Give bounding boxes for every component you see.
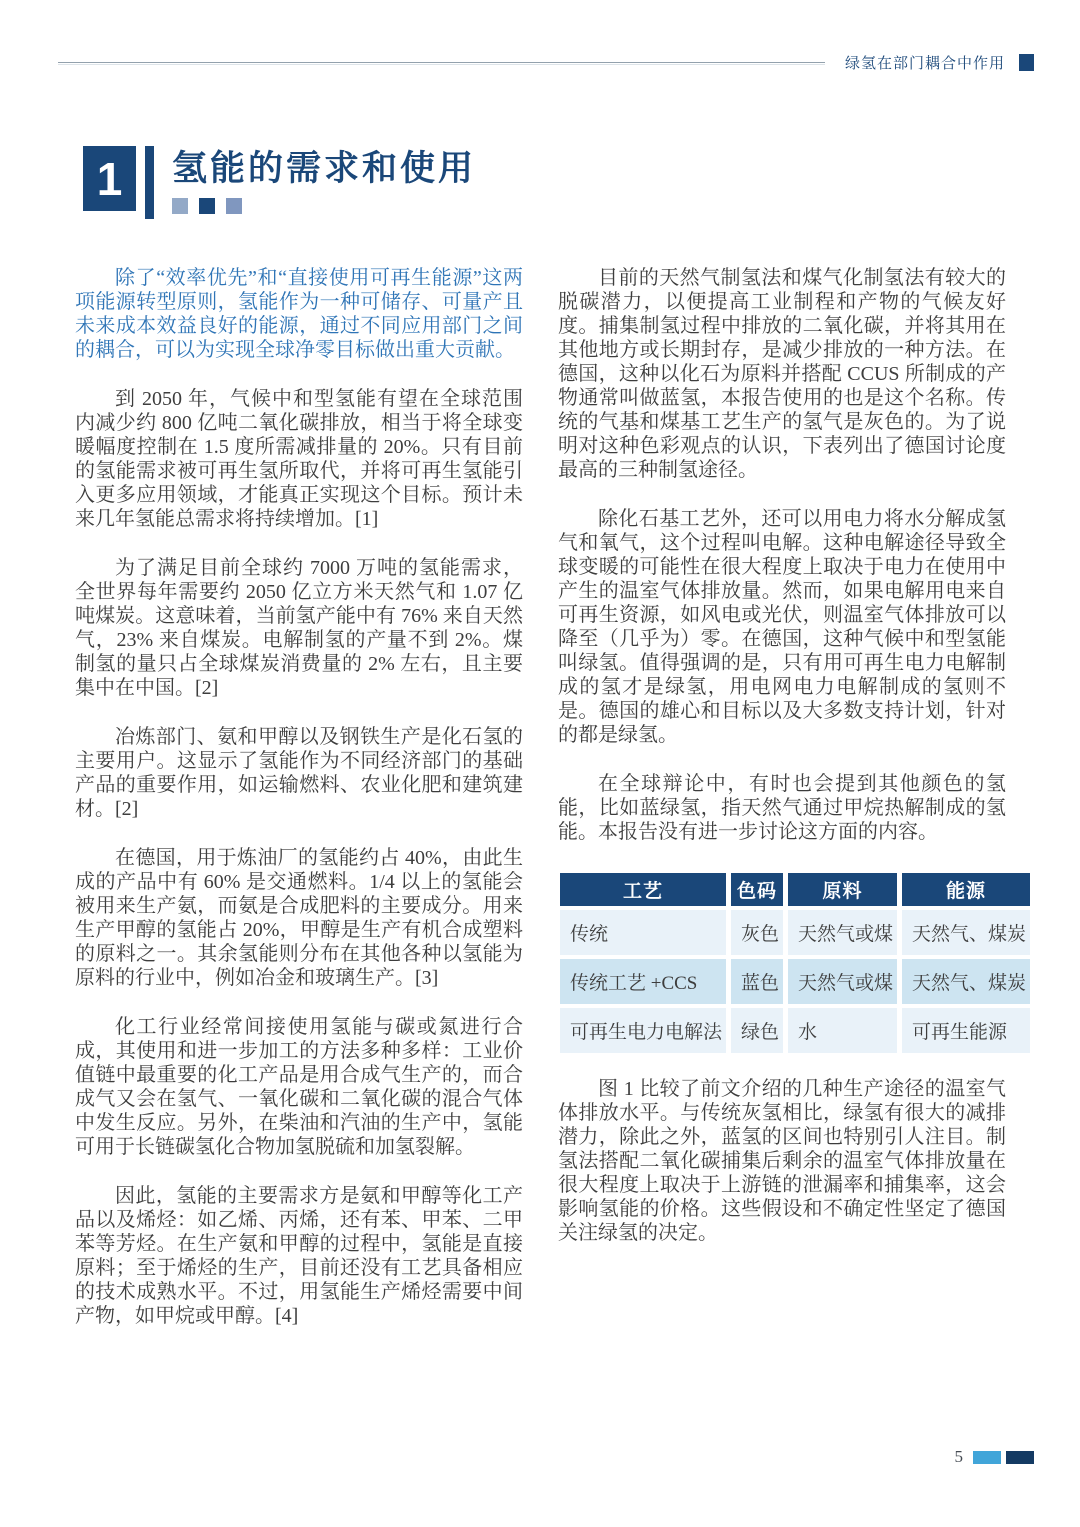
table-row [560, 910, 1030, 955]
table-cell: 天然气或煤 [788, 910, 897, 955]
paragraph: 化工行业经常间接使用氢能与碳或氮进行合成，其使用和进一步加工的方法多种多样：工业价值链中最重要的化工产品是用合成气生产的，而合成气又会在氢气、一氧化碳和二氧化碳的混合气体中发生反应。另外，在柴油和汽油的生产中，氢能可用于长链碳氢化合物加氢脱硫和加氢裂解。 [75, 1016, 523, 1158]
deco-square-icon [172, 198, 188, 214]
table-cell: 天然气或煤 [788, 959, 897, 1004]
table-row [560, 1008, 1030, 1053]
hydrogen-pathways-table [555, 869, 1035, 1057]
section-number-box: 1 [83, 146, 136, 211]
header-square-icon [1019, 54, 1034, 71]
paragraph: 到 2050 年，气候中和型氢能有望在全球范围内减少约 800 亿吨二氧化碳排放，相当于将全球变暖幅度控制在 1.5 度所需减排量的 20%。只有目前的氢能需求被可再生氢所取代，并将可再生氢能引入更多应用领域，才能真正实现这个目标。预计未来几年氢能总需求将持续增加。[1] [75, 388, 523, 530]
paragraph-lead: 除了“效率优先”和“直接使用可再生能源”这两项能源转型原则，氢能作为一种可储存、可量产且未来成本效益良好的能源，通过不同应用部门之间的耦合，可以为实现全球净零目标做出重大贡献。 [75, 267, 523, 361]
paragraph: 在全球辩论中，有时也会提到其他颜色的氢能，比如蓝绿氢，指天然气通过甲烷热解制成的氢能。本报告没有进一步讨论这方面的内容。 [558, 773, 1006, 843]
table-cell: 可再生能源 [902, 1008, 1030, 1053]
table-cell: 可再生电力电解法 [560, 1008, 726, 1053]
section-heading [83, 146, 476, 219]
paragraph: 除化石基工艺外，还可以用电力将水分解成氢气和氧气，这个过程叫电解。这种电解途径导致全球变暖的可能性在很大程度上取决于电力在使用中产生的温室气体排放量。然而，如果电解用电来自可再生资源，如风电或光伏，则温室气体排放可以降至（几乎为）零。在德国，这种气候中和型氢能叫绿氢。值得强调的是，只有用可再生电力电解制成的氢才是绿氢，用电网电力电解制成的氢则不是。德国的雄心和目标以及大多数支持计划，针对的都是绿氢。 [558, 508, 1006, 746]
column-header-feedstock: 原料 [788, 873, 897, 906]
footer-square-dark-icon [1006, 1451, 1034, 1464]
paragraph: 目前的天然气制氢法和煤气化制氢法有较大的脱碳潜力，以便提高工业制程和产物的气候友好度。捕集制氢过程中排放的二氧化碳，并将其用在其他地方或长期封存，是减少排放的一种方法。在德国，这种以化石为原料并搭配 CCUS 所制成的产物通常叫做蓝氢，本报告使用的也是这个名称。传统的气基和煤基工艺生产的氢气是灰色的。为了说明对这种色彩观点的认识，下表列出了德国讨论度最高的三种制氢途径。 [558, 267, 1006, 481]
column-header-energy: 能源 [902, 873, 1030, 906]
paragraph: 在德国，用于炼油厂的氢能约占 40%，由此生成的产品中有 60% 是交通燃料。1/4 以上的氢能会被用来生产氨，而氨是合成肥料的主要成分。用来生产甲醇的氢能占 20%，甲醇是生产有机合成塑料的原料之一。其余氢能则分布在其他各种以氢能为原料的行业中，例如冶金和玻璃生产。[3] [75, 847, 523, 989]
page-footer [955, 1447, 1035, 1467]
right-column [558, 266, 1027, 1270]
table-row [560, 959, 1030, 1004]
section-deco-squares [172, 198, 476, 214]
table-cell: 传统 [560, 910, 726, 955]
header-rule [58, 62, 825, 63]
deco-square-icon [199, 198, 215, 214]
section-title-block [172, 146, 476, 214]
page-header [58, 52, 1034, 73]
column-header-color-code: 色码 [731, 873, 783, 906]
running-header-title: 绿氢在部门耦合中作用 [844, 55, 1005, 72]
table-cell: 传统工艺 +CCS [560, 959, 726, 1004]
column-header-process: 工艺 [560, 873, 726, 906]
page-number: 5 [954, 1447, 963, 1466]
left-column [75, 266, 523, 1353]
paragraph: 图 1 比较了前文介绍的几种生产途径的温室气体排放水平。与传统灰氢相比，绿氢有很大的减排潜力，除此之外，蓝氢的区间也特别引人注目。制氢法搭配二氧化碳捕集后剩余的温室气体排放量在很大程度上取决于上游链的泄漏率和捕集率，这会影响氢能的价格。这些假设和不确定性坚定了德国关注绿氢的决定。 [558, 1078, 1006, 1244]
paragraph: 为了满足目前全球约 7000 万吨的氢能需求，全世界每年需要约 2050 亿立方米天然气和 1.07 亿吨煤炭。这意味着，当前氢产能中有 76% 来自天然气，23% 来自煤炭。电解制氢的产量不到 2%。煤制氢的量只占全球煤炭消费量的 2% 左右，且主要集中在中国。[2] [75, 557, 523, 699]
table-cell: 水 [788, 1008, 897, 1053]
section-divider-bar [145, 146, 154, 219]
table-cell: 绿色 [731, 1008, 783, 1053]
table-cell: 天然气、煤炭 [902, 959, 1030, 1004]
table-cell: 蓝色 [731, 959, 783, 1004]
paragraph: 冶炼部门、氨和甲醇以及钢铁生产是化石氢的主要用户。这显示了氢能作为不同经济部门的基础产品的重要作用，如运输燃料、农业化肥和建筑建材。[2] [75, 726, 523, 820]
table-cell: 天然气、煤炭 [902, 910, 1030, 955]
deco-square-icon [226, 198, 242, 214]
paragraph: 因此，氢能的主要需求方是氨和甲醇等化工产品以及烯烃：如乙烯、丙烯，还有苯、甲苯、二甲苯等芳烃。在生产氨和甲醇的过程中，氢能是直接原料；至于烯烃的生产，目前还没有工艺具备相应的技术成熟水平。不过，用氢能生产烯烃需要中间产物，如甲烷或甲醇。[4] [75, 1185, 523, 1327]
footer-square-light-icon [973, 1451, 1001, 1464]
section-title: 氢能的需求和使用 [172, 149, 477, 188]
table-header-row [560, 873, 1030, 906]
table-cell: 灰色 [731, 910, 783, 955]
